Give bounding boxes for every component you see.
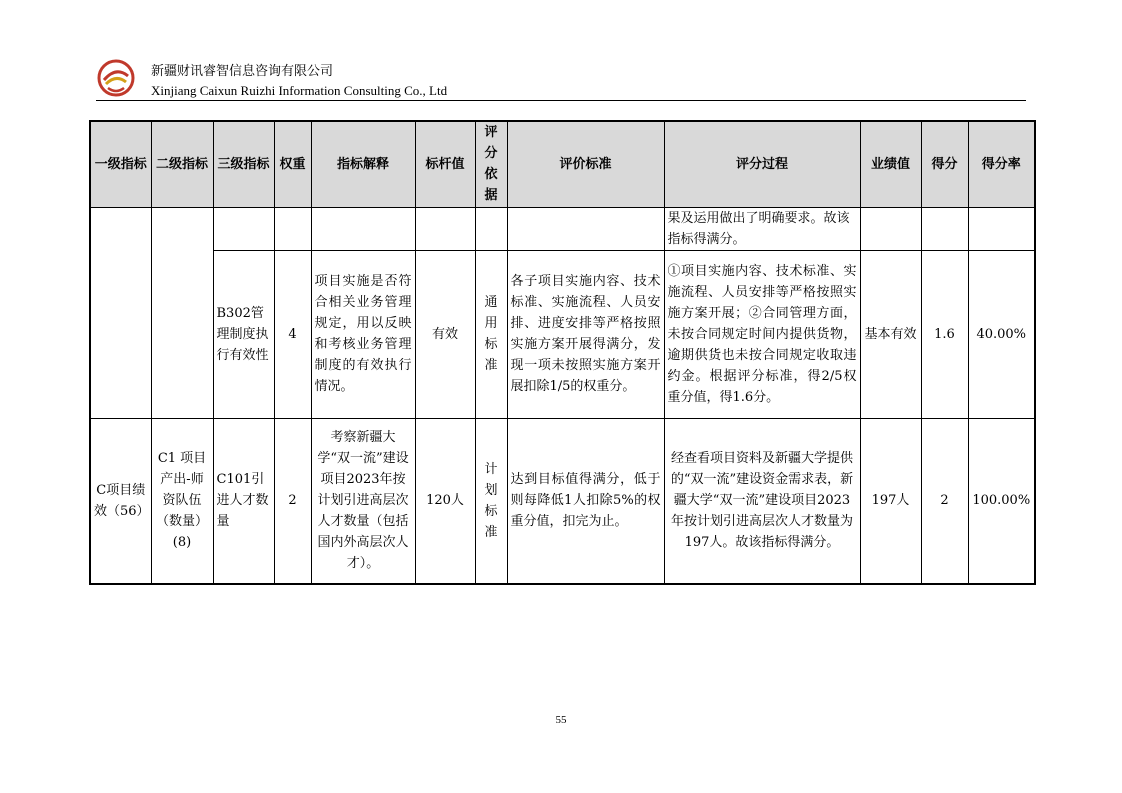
table-row [90, 418, 1035, 584]
weight-cell: 2 [274, 418, 311, 584]
score-cell: 1.6 [921, 250, 968, 418]
rate-cell: 100.00% [968, 418, 1035, 584]
header-score: 得分 [921, 121, 968, 207]
header-actual: 业绩值 [860, 121, 921, 207]
table-row [90, 207, 1035, 250]
score-cell: 2 [921, 418, 968, 584]
process-cell: 经查看项目资料及新疆大学提供的“双一流”建设资金需求表，新疆大学“双一流”建设项目2023年按计划引进高层次人才数量为197人。故该指标得满分。 [664, 418, 860, 584]
level1-cell-continued [90, 207, 151, 418]
header-process: 评分过程 [664, 121, 860, 207]
level2-cell-continued [151, 207, 213, 418]
header-rate: 得分率 [968, 121, 1035, 207]
criteria-cell: 各子项目实施内容、技术标准、实施流程、人员安排、进度安排等严格按照实施方案开展得满分，发现一项未按照实施方案开展扣除1/5的权重分。 [507, 250, 664, 418]
header-divider [96, 100, 1026, 101]
header-explanation: 指标解释 [311, 121, 415, 207]
header-benchmark: 标杆值 [415, 121, 475, 207]
header-level2: 二级指标 [151, 121, 213, 207]
explanation-cell: 考察新疆大学“双一流”建设项目2023年按计划引进高层次人才数量（包括国内外高层次人才）。 [311, 418, 415, 584]
level2-cell: C1 项目产出-师资队伍（数量）(8) [151, 418, 213, 584]
level3-cell: C101引进人才数量 [213, 418, 274, 584]
basis-cell: 计划标准 [475, 418, 507, 584]
actual-cell: 197人 [860, 418, 921, 584]
process-cell: ①项目实施内容、技术标准、实施流程、人员安排等严格按照实施方案开展；②合同管理方面，未按合同规定时间内提供货物，逾期供货也未按合同规定收取违约金。根据评分标准，得2/5权重分值，得1.6分。 [664, 250, 860, 418]
benchmark-cell: 有效 [415, 250, 475, 418]
level3-cell: B302管理制度执行有效性 [213, 250, 274, 418]
header-basis: 评分依据 [475, 121, 507, 207]
evaluation-table [89, 120, 1036, 585]
basis-cell: 通用标准 [475, 250, 507, 418]
explanation-cell: 项目实施是否符合相关业务管理规定，用以反映和考核业务管理制度的有效执行情况。 [311, 250, 415, 418]
header-criteria: 评价标准 [507, 121, 664, 207]
level1-cell: C项目绩效（56） [90, 418, 151, 584]
table-header-row [90, 121, 1035, 207]
header-level1: 一级指标 [90, 121, 151, 207]
header-weight: 权重 [274, 121, 311, 207]
rate-cell: 40.00% [968, 250, 1035, 418]
actual-cell: 基本有效 [860, 250, 921, 418]
table-row [90, 250, 1035, 418]
weight-cell: 4 [274, 250, 311, 418]
company-logo [96, 58, 136, 98]
header-level3: 三级指标 [213, 121, 274, 207]
company-name-cn: 新疆财讯睿智信息咨询有限公司 [151, 64, 334, 79]
criteria-cell: 达到目标值得满分，低于则每降低1人扣除5%的权重分值，扣完为止。 [507, 418, 664, 584]
page-number: 55 [555, 714, 567, 726]
company-name-en: Xinjiang Caixun Ruizhi Information Consulting Co., Ltd [151, 83, 448, 98]
benchmark-cell: 120人 [415, 418, 475, 584]
process-cell-continued: 果及运用做出了明确要求。故该指标得满分。 [664, 207, 860, 250]
